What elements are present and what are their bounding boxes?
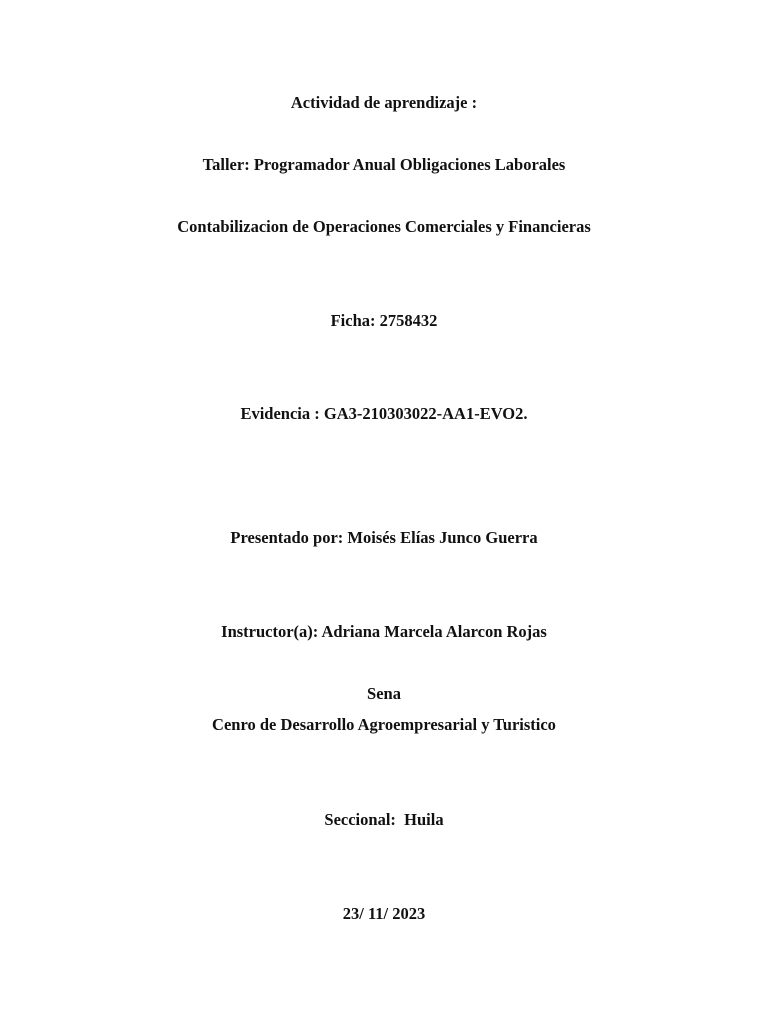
program-name: Contabilizacion de Operaciones Comerciales y Financieras xyxy=(177,217,591,236)
center-name: Cenro de Desarrollo Agroempresarial y Turistico xyxy=(212,715,556,734)
ficha-number: Ficha: 2758432 xyxy=(330,311,438,330)
author-line: Presentado por: Moisés Elías Junco Guerra xyxy=(230,528,538,547)
date-line: 23/ 11/ 2023 xyxy=(342,904,426,923)
workshop-title: Taller: Programador Anual Obligaciones Laborales xyxy=(202,155,566,174)
seccional-line: Seccional: Huila xyxy=(324,810,444,829)
activity-title: Actividad de aprendizaje : xyxy=(290,93,478,112)
evidence-code: Evidencia : GA3-210303022-AA1-EVO2. xyxy=(240,404,528,423)
instructor-line: Instructor(a): Adriana Marcela Alarcon Rojas xyxy=(221,622,547,641)
institution-name: Sena xyxy=(367,684,401,703)
